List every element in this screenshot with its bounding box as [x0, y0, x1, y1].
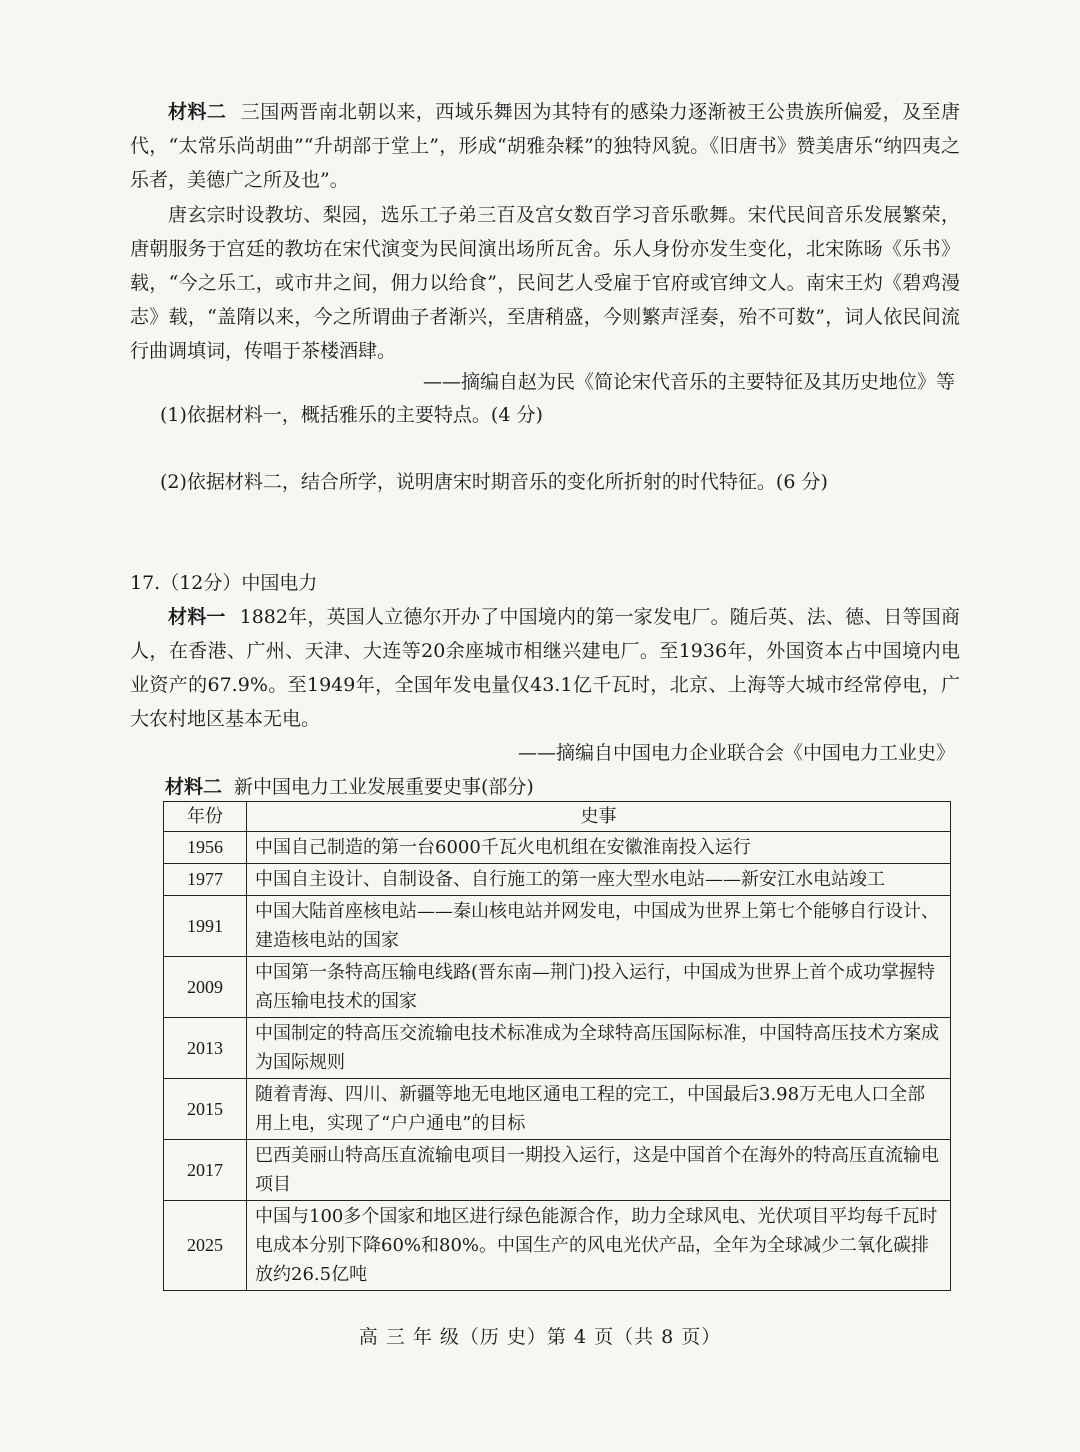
material1-source: ——摘编自中国电力企业联合会《中国电力工业史》 — [517, 742, 955, 764]
row-year: 2009 — [164, 957, 247, 1018]
row-year: 1956 — [164, 832, 247, 864]
table-caption-text: 新中国电力工业发展重要史事(部分) — [234, 776, 534, 798]
header-year: 年份 — [164, 802, 247, 832]
row-event: 中国自主设计、自制设备、自行施工的第一座大型水电站——新安江水电站竣工 — [247, 864, 951, 896]
row-event: 中国第一条特高压输电线路(晋东南—荆门)投入运行，中国成为世界上首个成功掌握特高压输电技术的国家 — [247, 957, 951, 1018]
question-1: (1)依据材料一，概括雅乐的主要特点。(4 分) — [160, 404, 543, 426]
table-caption-label: 材料二 — [165, 776, 223, 798]
table-row — [164, 864, 951, 896]
row-year: 2015 — [164, 1079, 247, 1140]
table-row — [164, 1018, 951, 1079]
material2-label: 材料二 — [168, 101, 227, 123]
table-row — [164, 1201, 951, 1291]
material2-part1-text: 三国两晋南北朝以来，西域乐舞因为其特有的感染力逐渐被王公贵族所偏爱，及至唐代，“太常乐尚胡曲”“升胡部于堂上”，形成“胡雅杂糅”的独特风貌。《旧唐书》赞美唐乐“纳四夷之乐者，美德广之所及也”。 — [130, 101, 960, 191]
row-event: 巴西美丽山特高压直流输电项目一期投入运行，这是中国首个在海外的特高压直流输电项目 — [247, 1140, 951, 1201]
row-event: 中国制定的特高压交流输电技术标准成为全球特高压国际标准，中国特高压技术方案成为国际规则 — [247, 1018, 951, 1079]
question-17-heading: 17.（12分）中国电力 — [130, 572, 318, 594]
row-year: 1977 — [164, 864, 247, 896]
material2-part2-text: 唐玄宗时设教坊、梨园，选乐工子弟三百及宫女数百学习音乐歌舞。宋代民间音乐发展繁荣，唐朝服务于宫廷的教坊在宋代演变为民间演出场所瓦舍。乐人身份亦发生变化，北宋陈旸《乐书》载，“今之乐工，或市井之间，佣力以给食”，民间艺人受雇于官府或官绅文人。南宋王灼《碧鸡漫志》载，“盖隋以来，今之所谓曲子者渐兴，至唐稍盛，今则繁声淫奏，殆不可数”，词人依民间流行曲调填词，传唱于茶楼酒肆。 — [130, 204, 960, 362]
row-year: 2017 — [164, 1140, 247, 1201]
table-row — [164, 1079, 951, 1140]
material2-part2 — [130, 198, 960, 368]
material1-label: 材料一 — [168, 606, 226, 628]
header-event: 史事 — [247, 802, 951, 832]
row-year: 2025 — [164, 1201, 247, 1291]
row-event: 中国大陆首座核电站——秦山核电站并网发电，中国成为世界上第七个能够自行设计、建造核电站的国家 — [247, 896, 951, 957]
table-header-row — [164, 802, 951, 832]
table-row — [164, 957, 951, 1018]
history-table — [163, 801, 951, 1291]
table-row — [164, 896, 951, 957]
table-row — [164, 1140, 951, 1201]
material2-source: ——摘编自赵为民《简论宋代音乐的主要特征及其历史地位》等 — [422, 371, 955, 393]
material1 — [130, 600, 960, 736]
row-year: 1991 — [164, 896, 247, 957]
table-caption — [165, 772, 534, 799]
row-event: 随着青海、四川、新疆等地无电地区通电工程的完工，中国最后3.98万无电人口全部用上电，实现了“户户通电”的目标 — [247, 1079, 951, 1140]
material1-text: 1882年，英国人立德尔开办了中国境内的第一家发电厂。随后英、法、德、日等国商人，在香港、广州、天津、大连等20余座城市相继兴建电厂。至1936年，外国资本占中国境内电业资产的67.9%。至1949年，全国年发电量仅43.1亿千瓦时，北京、上海等大城市经常停电，广大农村地区基本无电。 — [130, 606, 960, 730]
table-row — [164, 832, 951, 864]
row-event: 中国自己制造的第一台6000千瓦火电机组在安徽淮南投入运行 — [247, 832, 951, 864]
page-footer: 高 三 年 级（历 史）第 4 页（共 8 页） — [358, 1326, 722, 1348]
material2-part1 — [130, 95, 960, 197]
question-2: (2)依据材料二，结合所学，说明唐宋时期音乐的变化所折射的时代特征。(6 分) — [160, 471, 828, 493]
row-year: 2013 — [164, 1018, 247, 1079]
row-event: 中国与100多个国家和地区进行绿色能源合作，助力全球风电、光伏项目平均每千瓦时电成本分别下降60%和80%。中国生产的风电光伏产品，全年为全球减少二氧化碳排放约26.5亿吨 — [247, 1201, 951, 1291]
